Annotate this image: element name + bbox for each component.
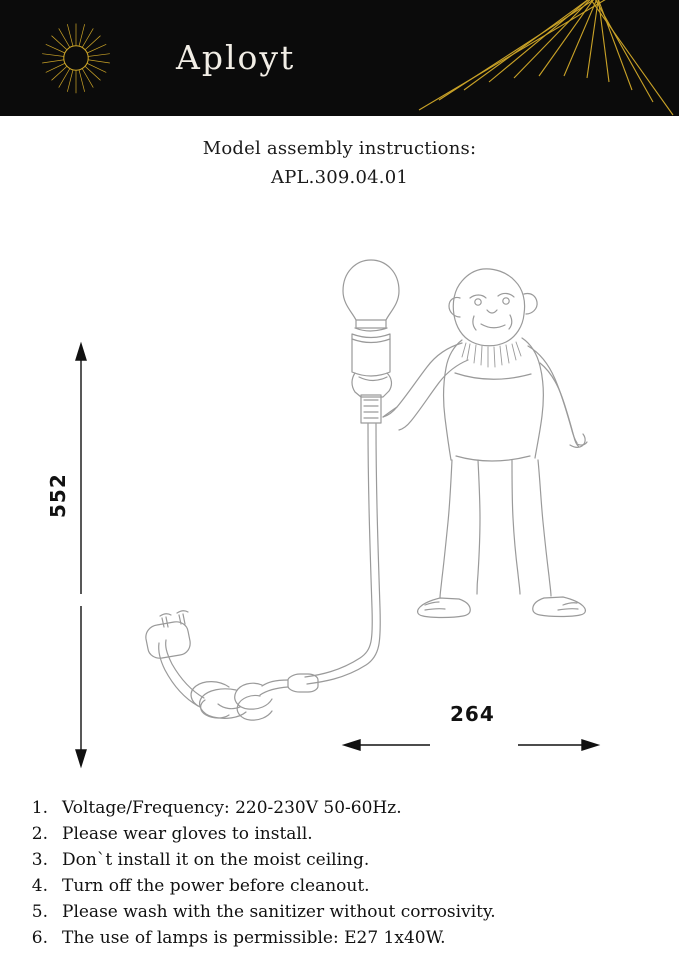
list-item-text: The use of lamps is permissible: E27 1x40W. bbox=[62, 928, 446, 948]
list-item bbox=[18, 795, 661, 821]
list-item bbox=[18, 925, 661, 951]
title-line-1: Model assembly instructions: bbox=[202, 138, 477, 159]
header-inner bbox=[0, 0, 679, 116]
title-line-2: APL.309.04.01 bbox=[271, 167, 408, 188]
product-drawing bbox=[0, 188, 679, 778]
width-dimension-line bbox=[0, 693, 679, 763]
page-title bbox=[0, 138, 679, 188]
list-item bbox=[18, 873, 661, 899]
list-item-number: 2. bbox=[31, 824, 48, 844]
list-item-number: 1. bbox=[31, 798, 48, 818]
list-item bbox=[18, 899, 661, 925]
monkey-lamp-diagram bbox=[0, 188, 679, 778]
dimension-arrow-vertical bbox=[76, 344, 86, 594]
width-dimension-label: 264 bbox=[450, 702, 495, 726]
list-item-text: Please wear gloves to install. bbox=[62, 824, 313, 844]
sunburst-icon bbox=[40, 22, 112, 94]
list-item-text: Turn off the power before cleanout. bbox=[62, 876, 370, 896]
list-item-number: 6. bbox=[31, 928, 48, 948]
list-item bbox=[18, 847, 661, 873]
height-dimension-label: 552 bbox=[46, 473, 70, 518]
list-item-number: 5. bbox=[31, 902, 48, 922]
list-item bbox=[18, 821, 661, 847]
list-item-text: Don`t install it on the moist ceiling. bbox=[62, 850, 370, 870]
header-banner bbox=[0, 0, 679, 116]
list-item-number: 4. bbox=[31, 876, 48, 896]
list-item-text: Voltage/Frequency: 220-230V 50-60Hz. bbox=[62, 798, 402, 818]
list-item-number: 3. bbox=[31, 850, 48, 870]
rays-fan-icon bbox=[389, 0, 679, 116]
brand-logo-text: Aployt bbox=[176, 38, 296, 77]
instruction-list bbox=[0, 795, 679, 951]
list-item-text: Please wash with the sanitizer without corrosivity. bbox=[62, 902, 496, 922]
